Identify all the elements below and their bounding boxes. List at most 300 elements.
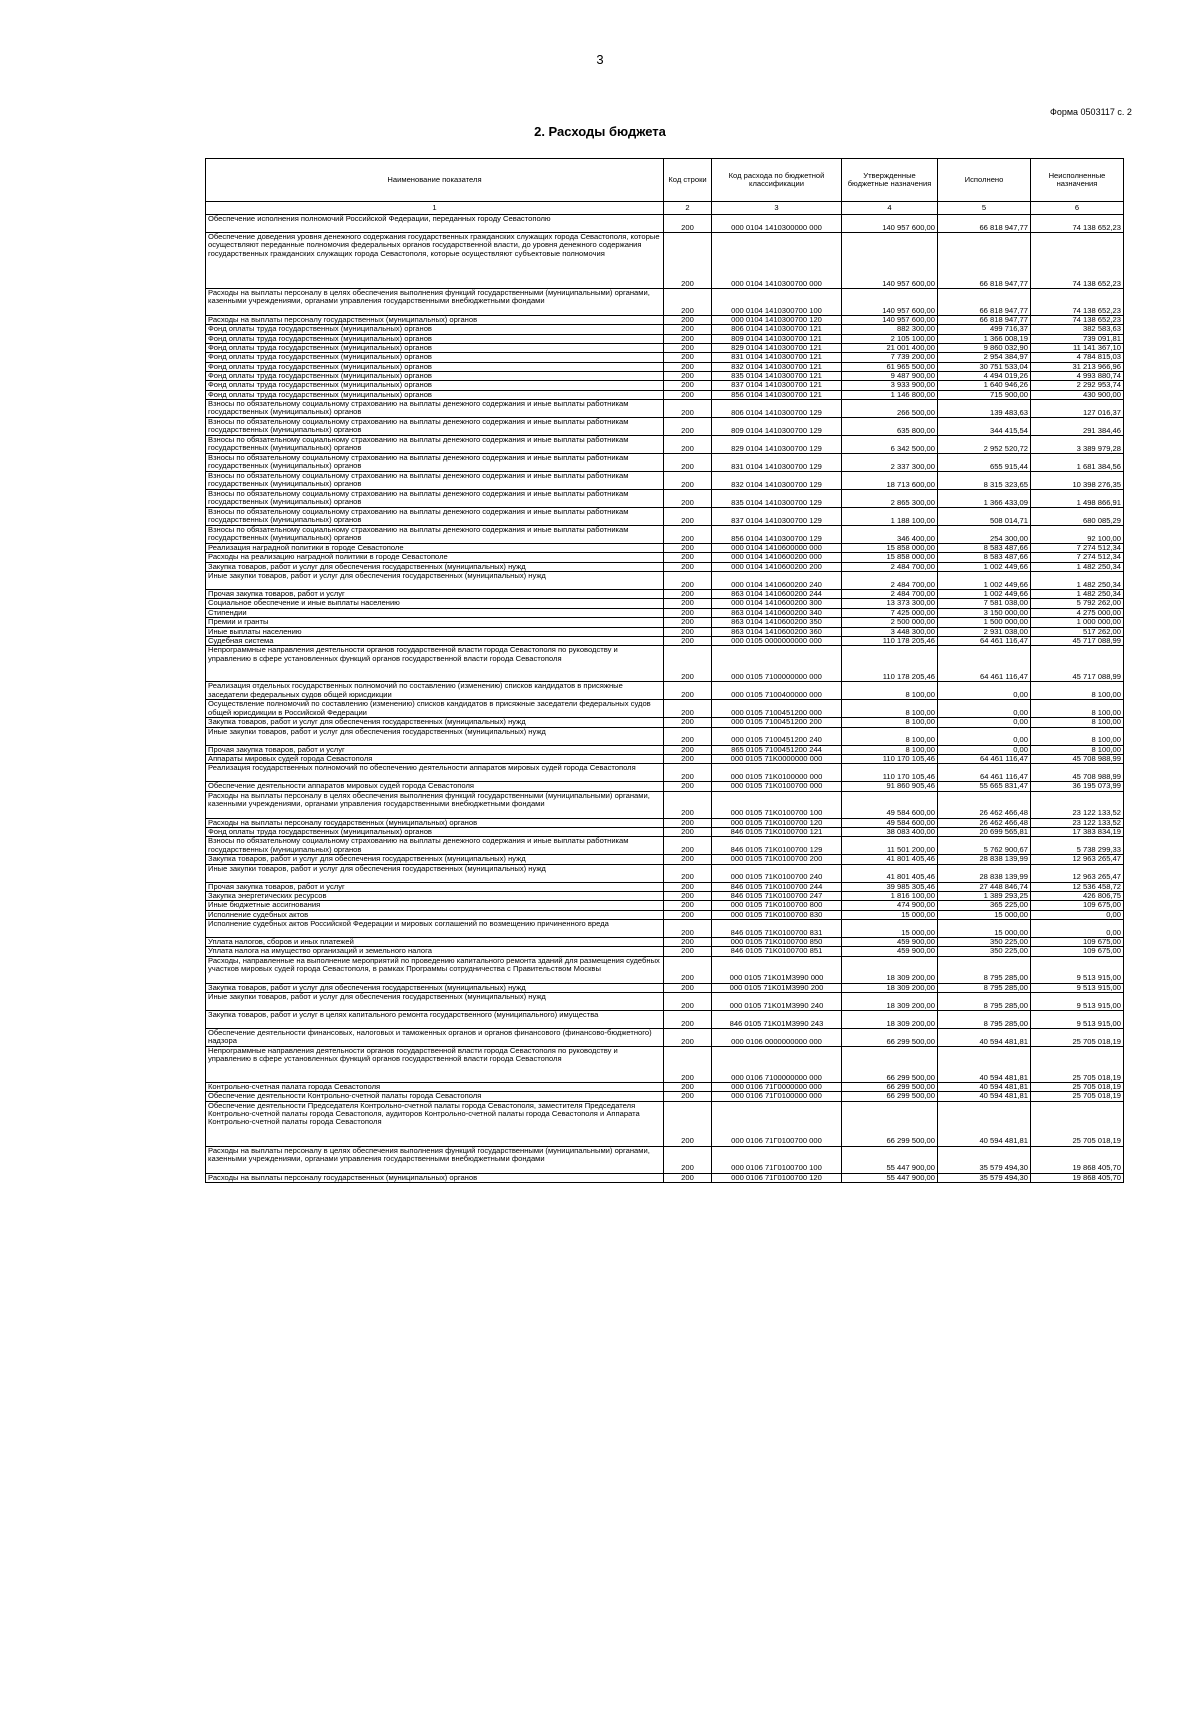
budget-expenses-table: [205, 158, 1124, 1183]
row-name: Реализация государственных полномочий по обеспечению деятельности аппаратов мировых судей города Севастополя: [206, 764, 664, 782]
row-executed: 26 462 466,48: [938, 818, 1031, 827]
row-approved: 11 501 200,00: [842, 837, 938, 855]
row-executed: 8 795 285,00: [938, 983, 1031, 992]
row-line-code: 200: [664, 745, 712, 754]
row-line-code: 200: [664, 454, 712, 472]
table-row: [206, 289, 1124, 316]
row-approved: 110 170 105,46: [842, 764, 938, 782]
row-unexecuted: 10 398 276,35: [1031, 472, 1124, 490]
row-approved: 61 965 500,00: [842, 362, 938, 371]
row-executed: 7 581 038,00: [938, 599, 1031, 608]
row-line-code: 200: [664, 983, 712, 992]
row-unexecuted: 0,00: [1031, 919, 1124, 937]
table-row: [206, 919, 1124, 937]
row-approved: 459 900,00: [842, 937, 938, 946]
row-budget-code: 000 0105 7100451200 240: [712, 727, 842, 745]
row-unexecuted: 74 138 652,23: [1031, 289, 1124, 316]
row-line-code: 200: [664, 390, 712, 399]
row-name: Взносы по обязательному социальному страхованию на выплаты денежного содержания и иные выплаты работникам государственных (муниципальных) органов: [206, 418, 664, 436]
row-line-code: 200: [664, 1146, 712, 1173]
table-row: [206, 372, 1124, 381]
row-budget-code: 846 0105 71K0100700 244: [712, 882, 842, 891]
row-executed: 655 915,44: [938, 454, 1031, 472]
row-budget-code: 829 0104 1410300700 121: [712, 344, 842, 353]
row-line-code: 200: [664, 381, 712, 390]
row-executed: 64 461 116,47: [938, 764, 1031, 782]
row-line-code: 200: [664, 590, 712, 599]
row-name: Осуществление полномочий по составлению (изменению) списков кандидатов в присяжные заседатели федеральных судов общей юрисдикции в Российской Федерации: [206, 700, 664, 718]
table-row: [206, 526, 1124, 544]
row-line-code: 200: [664, 215, 712, 233]
column-number: 2: [664, 202, 712, 215]
row-approved: 39 985 305,46: [842, 882, 938, 891]
row-budget-code: 000 0106 71Г0100700 120: [712, 1173, 842, 1182]
table-row: [206, 215, 1124, 233]
row-name: Аппараты мировых судей города Севастополя: [206, 754, 664, 763]
table-row: [206, 618, 1124, 627]
row-approved: 2 865 300,00: [842, 490, 938, 508]
row-budget-code: 000 0105 71K0100700 800: [712, 901, 842, 910]
table-row: [206, 353, 1124, 362]
row-approved: 66 299 500,00: [842, 1029, 938, 1047]
row-unexecuted: 1 681 384,56: [1031, 454, 1124, 472]
row-executed: 3 150 000,00: [938, 608, 1031, 617]
row-unexecuted: 4 784 815,03: [1031, 353, 1124, 362]
row-approved: 3 933 900,00: [842, 381, 938, 390]
row-budget-code: 835 0104 1410300700 129: [712, 490, 842, 508]
row-line-code: 200: [664, 727, 712, 745]
row-unexecuted: 25 705 018,19: [1031, 1047, 1124, 1083]
row-approved: 38 083 400,00: [842, 827, 938, 836]
table-row: [206, 947, 1124, 956]
row-budget-code: 000 0105 71K0100700 830: [712, 910, 842, 919]
column-number: 5: [938, 202, 1031, 215]
row-line-code: 200: [664, 472, 712, 490]
row-name: Обеспечение исполнения полномочий Российской Федерации, переданных городу Севастополю: [206, 215, 664, 233]
table-row: [206, 325, 1124, 334]
row-line-code: 200: [664, 436, 712, 454]
row-line-code: 200: [664, 855, 712, 864]
row-unexecuted: 11 141 367,10: [1031, 344, 1124, 353]
table-row: [206, 882, 1124, 891]
row-name: Расходы, направленные на выполнение мероприятий по проведению капитального ремонта зданий для размещения судебных участков мировых судей города Севастополя, в рамках Программы сотрудничества с Правительством Москвы: [206, 956, 664, 983]
row-budget-code: 000 0105 71K0100700 100: [712, 791, 842, 818]
row-budget-code: 000 0105 71K0100000 000: [712, 764, 842, 782]
row-executed: 2 952 520,72: [938, 436, 1031, 454]
row-unexecuted: 45 717 088,99: [1031, 636, 1124, 645]
row-budget-code: 000 0106 0000000000 000: [712, 1029, 842, 1047]
table-row: [206, 910, 1124, 919]
row-executed: 2 931 038,00: [938, 627, 1031, 636]
row-approved: 21 001 400,00: [842, 344, 938, 353]
row-approved: 2 105 100,00: [842, 334, 938, 343]
row-budget-code: 837 0104 1410300700 121: [712, 381, 842, 390]
row-line-code: 200: [664, 526, 712, 544]
row-name: Уплата налога на имущество организаций и земельного налога: [206, 947, 664, 956]
row-approved: 7 425 000,00: [842, 608, 938, 617]
row-name: Обеспечение деятельности аппаратов мировых судей города Севастополя: [206, 782, 664, 791]
table-row: [206, 745, 1124, 754]
row-budget-code: 000 0104 1410600200 000: [712, 553, 842, 562]
row-line-code: 200: [664, 764, 712, 782]
row-unexecuted: 45 708 988,99: [1031, 754, 1124, 763]
row-executed: 20 699 565,81: [938, 827, 1031, 836]
row-executed: 28 838 139,99: [938, 855, 1031, 864]
row-line-code: 200: [664, 1101, 712, 1146]
table-row: [206, 1047, 1124, 1083]
row-unexecuted: 19 868 405,70: [1031, 1146, 1124, 1173]
row-budget-code: 000 0104 1410300700 120: [712, 316, 842, 325]
row-line-code: 200: [664, 344, 712, 353]
row-unexecuted: 426 806,75: [1031, 891, 1124, 900]
table-row: [206, 1011, 1124, 1029]
row-approved: 1 816 100,00: [842, 891, 938, 900]
row-approved: 55 447 900,00: [842, 1173, 938, 1182]
row-unexecuted: 12 963 265,47: [1031, 855, 1124, 864]
row-name: Непрограммные направления деятельности органов государственной власти города Севастополя по руководству и управлению в сфере установленных функций органов государственной власти города Севастополя: [206, 1047, 664, 1083]
table-row: [206, 472, 1124, 490]
row-executed: 35 579 494,30: [938, 1146, 1031, 1173]
row-budget-code: 856 0104 1410300700 129: [712, 526, 842, 544]
table-row: [206, 754, 1124, 763]
row-line-code: 200: [664, 233, 712, 289]
row-approved: 140 957 600,00: [842, 316, 938, 325]
row-budget-code: 000 0104 1410300700 100: [712, 289, 842, 316]
row-budget-code: 831 0104 1410300700 121: [712, 353, 842, 362]
row-approved: 1 188 100,00: [842, 508, 938, 526]
row-name: Закупка товаров, работ и услуг для обеспечения государственных (муниципальных) нужд: [206, 983, 664, 992]
row-executed: 66 818 947,77: [938, 233, 1031, 289]
row-executed: 40 594 481,81: [938, 1092, 1031, 1101]
table-row: [206, 418, 1124, 436]
row-budget-code: 000 0105 71K0100700 000: [712, 782, 842, 791]
row-budget-code: 000 0104 1410600200 240: [712, 572, 842, 590]
table-row: [206, 572, 1124, 590]
row-name: Иные закупки товаров, работ и услуг для обеспечения государственных (муниципальных) нужд: [206, 993, 664, 1011]
column-number: 1: [206, 202, 664, 215]
row-line-code: 200: [664, 508, 712, 526]
row-budget-code: 806 0104 1410300700 121: [712, 325, 842, 334]
row-unexecuted: 109 675,00: [1031, 947, 1124, 956]
row-unexecuted: 45 708 988,99: [1031, 764, 1124, 782]
table-row: [206, 436, 1124, 454]
row-approved: 882 300,00: [842, 325, 938, 334]
row-executed: 64 461 116,47: [938, 754, 1031, 763]
row-approved: 140 957 600,00: [842, 215, 938, 233]
table-row: [206, 608, 1124, 617]
row-approved: 8 100,00: [842, 727, 938, 745]
row-executed: 9 860 032,90: [938, 344, 1031, 353]
row-budget-code: 832 0104 1410300700 121: [712, 362, 842, 371]
row-budget-code: 831 0104 1410300700 129: [712, 454, 842, 472]
row-executed: 0,00: [938, 700, 1031, 718]
row-executed: 64 461 116,47: [938, 636, 1031, 645]
row-budget-code: 829 0104 1410300700 129: [712, 436, 842, 454]
row-budget-code: 863 0104 1410600200 360: [712, 627, 842, 636]
row-line-code: 200: [664, 956, 712, 983]
row-budget-code: 000 0105 71K01M3990 240: [712, 993, 842, 1011]
row-executed: 66 818 947,77: [938, 316, 1031, 325]
row-unexecuted: 36 195 073,99: [1031, 782, 1124, 791]
table-row: [206, 544, 1124, 553]
row-name: Иные выплаты населению: [206, 627, 664, 636]
row-name: Социальное обеспечение и иные выплаты населению: [206, 599, 664, 608]
row-budget-code: 863 0104 1410600200 340: [712, 608, 842, 617]
row-line-code: 200: [664, 754, 712, 763]
table-row: [206, 764, 1124, 782]
row-approved: 8 100,00: [842, 700, 938, 718]
row-executed: 254 300,00: [938, 526, 1031, 544]
row-name: Закупка товаров, работ и услуг для обеспечения государственных (муниципальных) нужд: [206, 718, 664, 727]
row-name: Прочая закупка товаров, работ и услуг: [206, 590, 664, 599]
row-budget-code: 863 0104 1410600200 350: [712, 618, 842, 627]
table-row: [206, 818, 1124, 827]
row-approved: 8 100,00: [842, 745, 938, 754]
row-budget-code: 000 0105 71K01M3990 000: [712, 956, 842, 983]
row-line-code: 200: [664, 334, 712, 343]
row-unexecuted: 4 275 000,00: [1031, 608, 1124, 617]
row-line-code: 200: [664, 599, 712, 608]
row-approved: 110 178 205,46: [842, 636, 938, 645]
row-name: Обеспечение деятельности финансовых, налоговых и таможенных органов и органов финансового (финансово-бюджетного) надзора: [206, 1029, 664, 1047]
row-name: Взносы по обязательному социальному страхованию на выплаты денежного содержания и иные выплаты работникам государственных (муниципальных) органов: [206, 436, 664, 454]
row-approved: 18 309 200,00: [842, 1011, 938, 1029]
row-name: Взносы по обязательному социальному страхованию на выплаты денежного содержания и иные выплаты работникам государственных (муниципальных) органов: [206, 490, 664, 508]
table-row: [206, 791, 1124, 818]
row-approved: 66 299 500,00: [842, 1047, 938, 1083]
row-unexecuted: 5 792 262,00: [1031, 599, 1124, 608]
table-row: [206, 993, 1124, 1011]
row-budget-code: 846 0105 71K01M3990 243: [712, 1011, 842, 1029]
row-name: Обеспечение деятельности Контрольно-счетной палаты города Севастополя: [206, 1092, 664, 1101]
row-executed: 1 366 008,19: [938, 334, 1031, 343]
row-executed: 1 002 449,66: [938, 562, 1031, 571]
row-unexecuted: 680 085,29: [1031, 508, 1124, 526]
row-approved: 7 739 200,00: [842, 353, 938, 362]
row-line-code: 200: [664, 627, 712, 636]
row-executed: 5 762 900,67: [938, 837, 1031, 855]
row-unexecuted: 430 900,00: [1031, 390, 1124, 399]
row-budget-code: 000 0105 0000000000 000: [712, 636, 842, 645]
row-name: Расходы на выплаты персоналу государственных (муниципальных) органов: [206, 1173, 664, 1182]
row-executed: 15 000,00: [938, 910, 1031, 919]
row-executed: 4 494 019,26: [938, 372, 1031, 381]
row-unexecuted: 74 138 652,23: [1031, 215, 1124, 233]
row-name: Исполнение судебных актов: [206, 910, 664, 919]
row-executed: 365 225,00: [938, 901, 1031, 910]
row-name: Обеспечение доведения уровня денежного содержания государственных гражданских служащих города Севастополя, которые осуществляют переданные полномочия федеральных органов государственной власти, до уровня денежного содержания государственных гражданских служащих города Севастополя, которые осуществляют субъектовые полномочия: [206, 233, 664, 289]
row-executed: 2 954 384,97: [938, 353, 1031, 362]
header-budget-code: Код расхода по бюджетной классификации: [712, 159, 842, 202]
row-name: Расходы на реализацию наградной политики в городе Севастополе: [206, 553, 664, 562]
row-budget-code: 832 0104 1410300700 129: [712, 472, 842, 490]
row-budget-code: 000 0104 1410600200 300: [712, 599, 842, 608]
row-executed: 0,00: [938, 745, 1031, 754]
row-budget-code: 000 0105 7100400000 000: [712, 682, 842, 700]
row-name: Взносы по обязательному социальному страхованию на выплаты денежного содержания и иные выплаты работникам государственных (муниципальных) органов: [206, 472, 664, 490]
row-line-code: 200: [664, 572, 712, 590]
row-line-code: 200: [664, 636, 712, 645]
table-row: [206, 454, 1124, 472]
row-approved: 459 900,00: [842, 947, 938, 956]
row-executed: 1 389 293,25: [938, 891, 1031, 900]
column-number: 4: [842, 202, 938, 215]
table-row: [206, 490, 1124, 508]
row-name: Взносы по обязательному социальному страхованию на выплаты денежного содержания и иные выплаты работникам государственных (муниципальных) органов: [206, 837, 664, 855]
row-executed: 66 818 947,77: [938, 289, 1031, 316]
header-row: [206, 159, 1124, 202]
row-unexecuted: 4 993 880,74: [1031, 372, 1124, 381]
table-row: [206, 700, 1124, 718]
row-name: Фонд оплаты труда государственных (муниципальных) органов: [206, 334, 664, 343]
row-line-code: 200: [664, 791, 712, 818]
row-approved: 346 400,00: [842, 526, 938, 544]
row-executed: 1 500 000,00: [938, 618, 1031, 627]
row-name: Взносы по обязательному социальному страхованию на выплаты денежного содержания и иные выплаты работникам государственных (муниципальных) органов: [206, 400, 664, 418]
table-row: [206, 233, 1124, 289]
row-unexecuted: 9 513 915,00: [1031, 956, 1124, 983]
row-line-code: 200: [664, 891, 712, 900]
row-name: Прочая закупка товаров, работ и услуг: [206, 745, 664, 754]
table-row: [206, 727, 1124, 745]
row-line-code: 200: [664, 1092, 712, 1101]
row-budget-code: 846 0105 71K0100700 247: [712, 891, 842, 900]
row-executed: 350 225,00: [938, 937, 1031, 946]
row-unexecuted: 25 705 018,19: [1031, 1101, 1124, 1146]
row-unexecuted: 9 513 915,00: [1031, 993, 1124, 1011]
row-executed: 28 838 139,99: [938, 864, 1031, 882]
table-row: [206, 782, 1124, 791]
row-line-code: 200: [664, 1047, 712, 1083]
row-approved: 49 584 600,00: [842, 818, 938, 827]
row-name: Обеспечение деятельности Председателя Контрольно-счетной палаты города Севастополя, заместителя Председателя Контрольно-счетной палаты города Севастополя, аудиторов Контрольно-счетной палаты города Севастополя и Аппарата Контрольно-счетной палаты города Севастополя: [206, 1101, 664, 1146]
row-budget-code: 846 0105 71K0100700 129: [712, 837, 842, 855]
row-line-code: 200: [664, 1011, 712, 1029]
row-name: Взносы по обязательному социальному страхованию на выплаты денежного содержания и иные выплаты работникам государственных (муниципальных) органов: [206, 508, 664, 526]
row-name: Прочая закупка товаров, работ и услуг: [206, 882, 664, 891]
row-unexecuted: 1 000 000,00: [1031, 618, 1124, 627]
row-unexecuted: 8 100,00: [1031, 727, 1124, 745]
row-executed: 8 315 323,65: [938, 472, 1031, 490]
row-executed: 8 583 487,66: [938, 553, 1031, 562]
row-line-code: 200: [664, 919, 712, 937]
row-line-code: 200: [664, 400, 712, 418]
row-approved: 3 448 300,00: [842, 627, 938, 636]
row-approved: 66 299 500,00: [842, 1101, 938, 1146]
row-name: Фонд оплаты труда государственных (муниципальных) органов: [206, 381, 664, 390]
row-approved: 2 484 700,00: [842, 590, 938, 599]
row-line-code: 200: [664, 682, 712, 700]
column-number-row: [206, 202, 1124, 215]
row-unexecuted: 12 963 265,47: [1031, 864, 1124, 882]
row-budget-code: 000 0106 71Г0100000 000: [712, 1092, 842, 1101]
row-unexecuted: 517 262,00: [1031, 627, 1124, 636]
row-executed: 8 795 285,00: [938, 956, 1031, 983]
table-row: [206, 590, 1124, 599]
row-approved: 110 178 205,46: [842, 646, 938, 682]
column-number: 6: [1031, 202, 1124, 215]
row-unexecuted: 109 675,00: [1031, 937, 1124, 946]
row-budget-code: 865 0105 7100451200 244: [712, 745, 842, 754]
row-line-code: 200: [664, 544, 712, 553]
row-executed: 344 415,54: [938, 418, 1031, 436]
table-row: [206, 508, 1124, 526]
row-line-code: 200: [664, 837, 712, 855]
row-approved: 91 860 905,46: [842, 782, 938, 791]
column-number: 3: [712, 202, 842, 215]
row-executed: 64 461 116,47: [938, 646, 1031, 682]
row-approved: 41 801 405,46: [842, 864, 938, 882]
row-unexecuted: 25 705 018,19: [1031, 1083, 1124, 1092]
row-executed: 8 583 487,66: [938, 544, 1031, 553]
row-approved: 110 170 105,46: [842, 754, 938, 763]
row-line-code: 200: [664, 947, 712, 956]
table-row: [206, 1083, 1124, 1092]
row-unexecuted: 1 498 866,91: [1031, 490, 1124, 508]
table-row: [206, 316, 1124, 325]
row-name: Взносы по обязательному социальному страхованию на выплаты денежного содержания и иные выплаты работникам государственных (муниципальных) органов: [206, 526, 664, 544]
header-name: Наименование показателя: [206, 159, 664, 202]
row-executed: 27 448 846,74: [938, 882, 1031, 891]
row-approved: 15 858 000,00: [842, 544, 938, 553]
row-approved: 15 000,00: [842, 919, 938, 937]
row-name: Иные закупки товаров, работ и услуг для обеспечения государственных (муниципальных) нужд: [206, 864, 664, 882]
row-name: Закупка товаров, работ и услуг для обеспечения государственных (муниципальных) нужд: [206, 562, 664, 571]
table-row: [206, 682, 1124, 700]
row-approved: 55 447 900,00: [842, 1146, 938, 1173]
row-approved: 140 957 600,00: [842, 289, 938, 316]
row-budget-code: 000 0105 71K0100700 120: [712, 818, 842, 827]
row-unexecuted: 12 536 458,72: [1031, 882, 1124, 891]
row-line-code: 200: [664, 316, 712, 325]
header-unexecuted: Неисполненные назначения: [1031, 159, 1124, 202]
table-row: [206, 562, 1124, 571]
row-approved: 15 000,00: [842, 910, 938, 919]
row-executed: 1 002 449,66: [938, 572, 1031, 590]
row-budget-code: 846 0105 71K0100700 851: [712, 947, 842, 956]
row-line-code: 200: [664, 562, 712, 571]
row-executed: 35 579 494,30: [938, 1173, 1031, 1182]
row-name: Фонд оплаты труда государственных (муниципальных) органов: [206, 353, 664, 362]
row-executed: 1 640 946,26: [938, 381, 1031, 390]
row-executed: 15 000,00: [938, 919, 1031, 937]
row-budget-code: 000 0106 71Г0100700 000: [712, 1101, 842, 1146]
row-line-code: 200: [664, 289, 712, 316]
row-executed: 40 594 481,81: [938, 1029, 1031, 1047]
row-budget-code: 809 0104 1410300700 129: [712, 418, 842, 436]
table-row: [206, 553, 1124, 562]
row-budget-code: 000 0105 71K0000000 000: [712, 754, 842, 763]
row-budget-code: 000 0104 1410300000 000: [712, 215, 842, 233]
table-row: [206, 627, 1124, 636]
row-unexecuted: 17 383 834,19: [1031, 827, 1124, 836]
row-budget-code: 856 0104 1410300700 121: [712, 390, 842, 399]
row-name: Фонд оплаты труда государственных (муниципальных) органов: [206, 362, 664, 371]
row-budget-code: 000 0106 71Г0000000 000: [712, 1083, 842, 1092]
table-row: [206, 381, 1124, 390]
row-approved: 2 484 700,00: [842, 562, 938, 571]
row-executed: 499 716,37: [938, 325, 1031, 334]
row-name: Иные бюджетные ассигнования: [206, 901, 664, 910]
row-approved: 6 342 500,00: [842, 436, 938, 454]
row-name: Исполнение судебных актов Российской Федерации и мировых соглашений по возмещению причиненного вреда: [206, 919, 664, 937]
row-unexecuted: 3 389 979,28: [1031, 436, 1124, 454]
row-line-code: 200: [664, 1083, 712, 1092]
row-budget-code: 000 0106 71Г0100700 100: [712, 1146, 842, 1173]
row-unexecuted: 109 675,00: [1031, 901, 1124, 910]
row-line-code: 200: [664, 618, 712, 627]
row-name: Уплата налогов, сборов и иных платежей: [206, 937, 664, 946]
